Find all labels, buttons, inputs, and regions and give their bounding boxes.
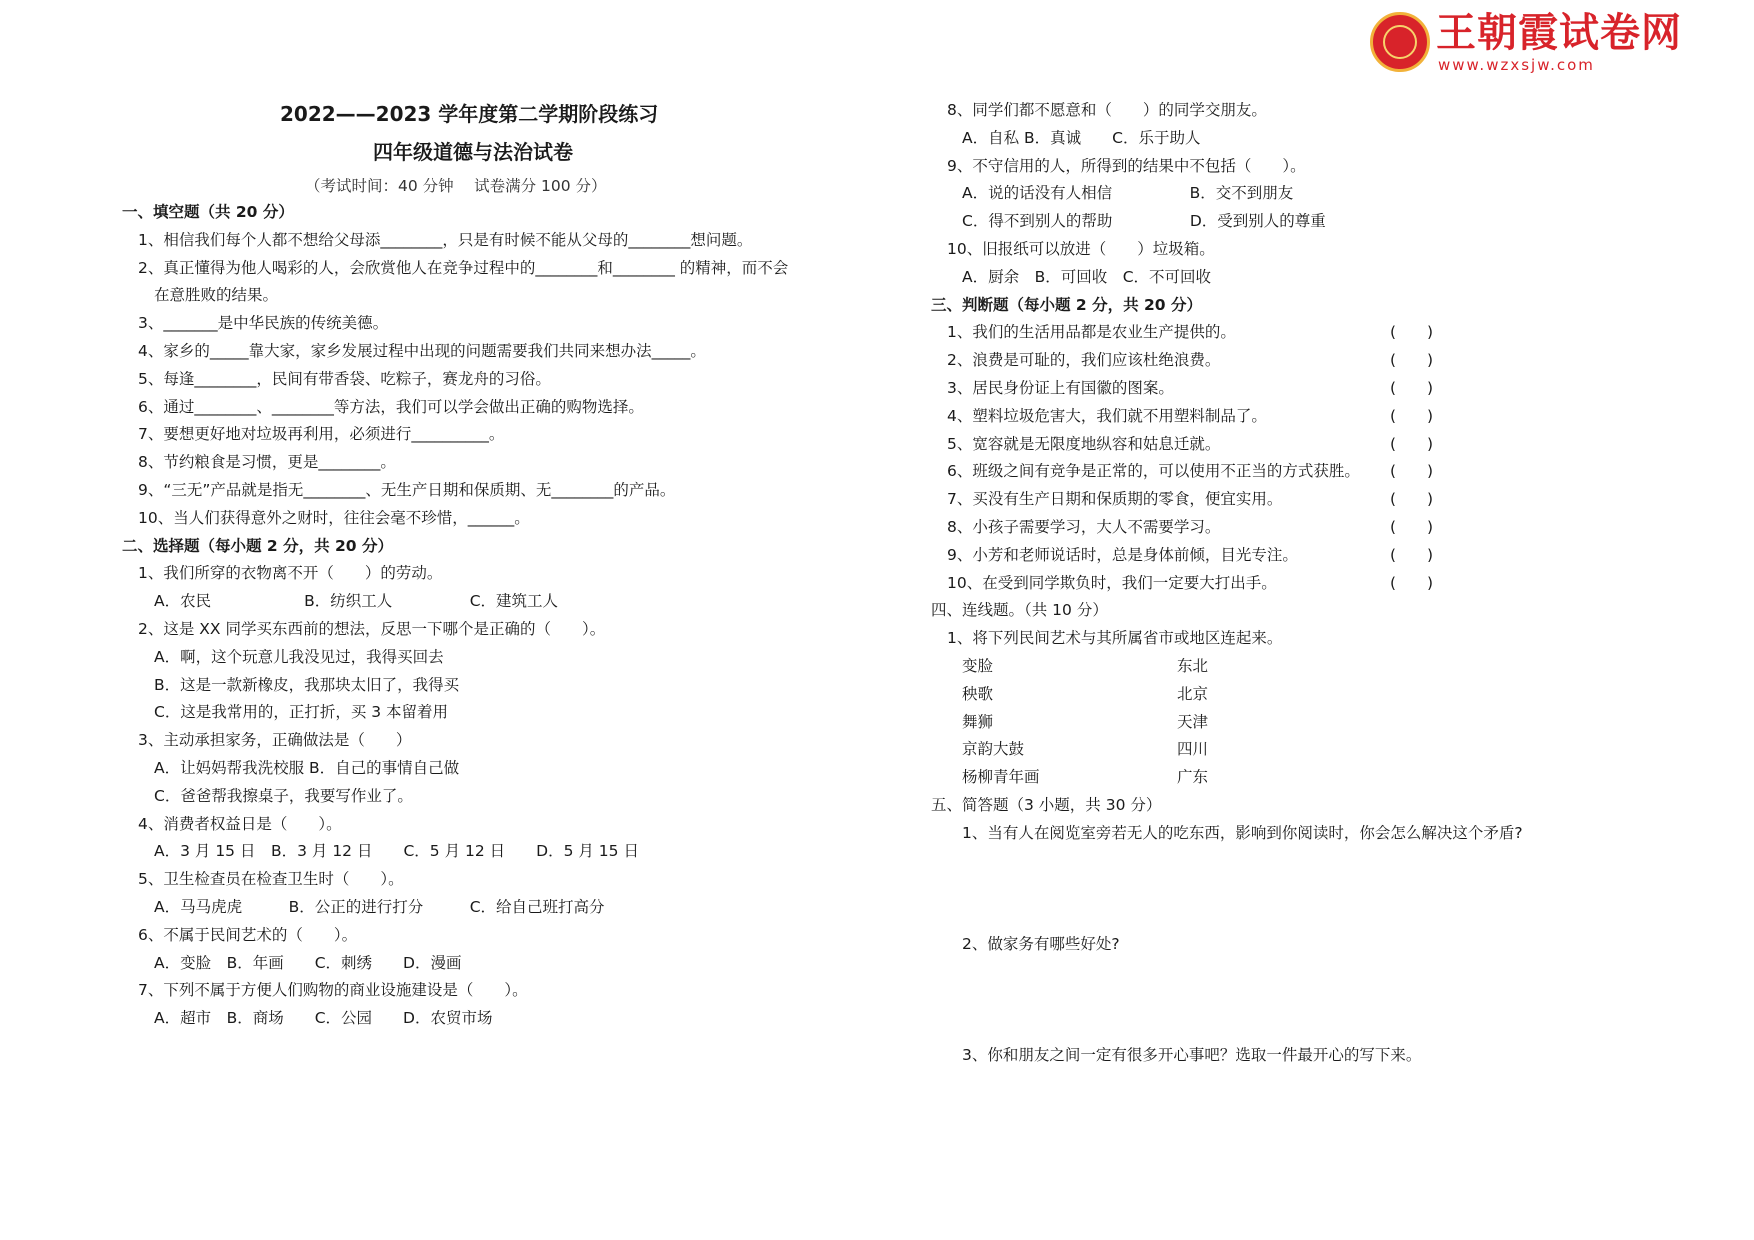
- left-line: C．爸爸帮我擦桌子，我要写作业了。: [154, 786, 413, 805]
- left-line: 6、不属于民间艺术的（ ）。: [138, 925, 358, 944]
- judgement-answer-box: ( ): [1390, 490, 1434, 509]
- matching-region: 四川: [1177, 740, 1209, 759]
- right-line: A．说的话没有人相信 B．交不到朋友: [962, 184, 1294, 203]
- right-line: 五、简答题（3 小题，共 30 分）: [931, 796, 1162, 814]
- right-line: 5、宽容就是无限度地纵容和姑息迁就。: [947, 434, 1221, 453]
- right-line: 7、买没有生产日期和保质期的零食，便宜实用。: [947, 490, 1283, 509]
- right-line: 京韵大鼓: [962, 740, 1025, 759]
- matching-region: 北京: [1177, 684, 1209, 703]
- right-line: 4、塑料垃圾危害大，我们就不用塑料制品了。: [947, 406, 1267, 425]
- left-line: 一、填空题（共 20 分）: [122, 203, 294, 221]
- left-line: 2、这是 XX 同学买东西前的想法，反思一下哪个是正确的（ ）。: [138, 620, 606, 638]
- right-line: 1、当有人在阅览室旁若无人的吃东西，影响到你阅读时，你会怎么解决这个矛盾?: [962, 823, 1523, 842]
- left-line: A．3 月 15 日 B．3 月 12 日 C．5 月 12 日 D．5 月 15 日: [154, 842, 639, 861]
- right-line: 2、做家务有哪些好处?: [962, 935, 1120, 953]
- left-line: 7、下列不属于方便人们购物的商业设施建设是（ ）。: [138, 981, 528, 1000]
- right-line: 1、将下列民间艺术与其所属省市或地区连起来。: [947, 629, 1283, 648]
- right-line: 1、我们的生活用品都是农业生产提供的。: [947, 323, 1236, 342]
- exam-info: （考试时间：40 分钟 试卷满分 100 分）: [305, 177, 607, 195]
- right-line: 9、不守信用的人，所得到的结果中不包括（ ）。: [947, 156, 1306, 175]
- left-line: 6、通过________、________等方法，我们可以学会做出正确的购物选择。: [138, 397, 644, 416]
- right-line: 10、旧报纸可以放进（ ）垃圾箱。: [947, 240, 1215, 258]
- right-line: 3、你和朋友之间一定有很多开心事吧？选取一件最开心的写下来。: [962, 1046, 1422, 1065]
- judgement-answer-box: ( ): [1390, 323, 1434, 342]
- judgement-answer-box: ( ): [1390, 545, 1434, 564]
- exam-title: 2022——2023 学年度第二学期阶段练习: [280, 102, 659, 126]
- left-line: 4、消费者权益日是（ ）。: [138, 814, 342, 833]
- left-line: 8、节约粮食是习惯，更是________。: [138, 453, 396, 472]
- right-line: 8、小孩子需要学习，大人不需要学习。: [947, 518, 1221, 536]
- right-line: 3、居民身份证上有国徽的图案。: [947, 379, 1174, 397]
- left-line: B．这是一款新橡皮，我那块太旧了，我得买: [154, 675, 460, 694]
- judgement-answer-box: ( ): [1390, 518, 1434, 536]
- left-line: 10、当人们获得意外之财时，往往会毫不珍惜，______。: [138, 508, 530, 527]
- seal-icon: [1370, 12, 1430, 72]
- judgement-answer-box: ( ): [1390, 462, 1434, 481]
- judgement-answer-box: ( ): [1390, 351, 1434, 370]
- right-line: 四、连线题。（共 10 分）: [931, 601, 1108, 620]
- brand-url: www.wzxsjw.com: [1438, 56, 1595, 74]
- left-line: A．农民 B．纺织工人 C．建筑工人: [154, 592, 559, 611]
- right-line: 舞狮: [962, 712, 994, 731]
- left-line: 5、每逢________，民间有带香袋、吃粽子，赛龙舟的习俗。: [138, 369, 551, 388]
- right-line: 杨柳青年画: [962, 768, 1040, 787]
- left-line: 3、_______是中华民族的传统美德。: [138, 314, 389, 333]
- right-line: A．厨余 B．可回收 C．不可回收: [962, 267, 1212, 286]
- left-line: C．这是我常用的，正打折，买 3 本留着用: [154, 703, 449, 722]
- left-line: 1、相信我们每个人都不想给父母添________，只是有时候不能从父母的________想问题。: [138, 230, 753, 249]
- right-line: A．自私 B．真诚 C．乐于助人: [962, 128, 1201, 147]
- matching-region: 广东: [1177, 768, 1209, 787]
- right-line: 6、班级之间有竞争是正常的，可以使用不正当的方式获胜。: [947, 462, 1360, 481]
- left-line: A．让妈妈帮我洗校服 B．自己的事情自己做: [154, 759, 460, 777]
- right-line: 9、小芳和老师说话时，总是身体前倾，目光专注。: [947, 545, 1298, 564]
- left-line: A．变脸 B．年画 C．刺绣 D．漫画: [154, 953, 462, 972]
- left-line: 5、卫生检查员在检查卫生时（ ）。: [138, 870, 404, 889]
- right-line: 三、判断题（每小题 2 分，共 20 分）: [931, 295, 1202, 314]
- judgement-answer-box: ( ): [1390, 379, 1434, 397]
- judgement-answer-box: ( ): [1390, 434, 1434, 453]
- left-line: 3、主动承担家务，正确做法是（ ）: [138, 731, 412, 750]
- left-line: 4、家乡的_____靠大家，家乡发展过程中出现的问题需要我们共同来想办法_____。: [138, 342, 706, 360]
- matching-region: 天津: [1177, 712, 1209, 731]
- left-line: 在意胜败的结果。: [154, 286, 279, 305]
- left-line: 7、要想更好地对垃圾再利用，必须进行__________。: [138, 425, 505, 444]
- right-line: 变脸: [962, 657, 994, 675]
- judgement-answer-box: ( ): [1390, 406, 1434, 425]
- judgement-answer-box: ( ): [1390, 573, 1434, 592]
- exam-subject-title: 四年级道德与法治试卷: [373, 140, 573, 164]
- right-line: 8、同学们都不愿意和（ ）的同学交朋友。: [947, 101, 1267, 119]
- brand-name: 王朝霞试卷网: [1436, 10, 1682, 56]
- right-line: 2、浪费是可耻的，我们应该杜绝浪费。: [947, 351, 1221, 370]
- brand-logo: [1370, 10, 1700, 74]
- left-line: A．啊，这个玩意儿我没见过，我得买回去: [154, 647, 444, 666]
- left-line: A．超市 B．商场 C．公园 D．农贸市场: [154, 1009, 493, 1028]
- left-line: A．马马虎虎 B．公正的进行打分 C．给自己班打高分: [154, 898, 605, 916]
- left-line: 1、我们所穿的衣物离不开（ ）的劳动。: [138, 564, 443, 583]
- left-line: 9、“三无”产品就是指无________、无生产日期和保质期、无________的产品。: [138, 481, 676, 499]
- right-line: C．得不到别人的帮助 D．受到别人的尊重: [962, 212, 1326, 231]
- left-line: 2、真正懂得为他人喝彩的人，会欣赏他人在竞争过程中的________和________ 的精神，而不会: [138, 258, 789, 277]
- right-line: 10、在受到同学欺负时，我们一定要大打出手。: [947, 573, 1277, 592]
- right-line: 秧歌: [962, 684, 994, 703]
- left-line: 二、选择题（每小题 2 分，共 20 分）: [122, 536, 393, 555]
- matching-region: 东北: [1177, 657, 1209, 675]
